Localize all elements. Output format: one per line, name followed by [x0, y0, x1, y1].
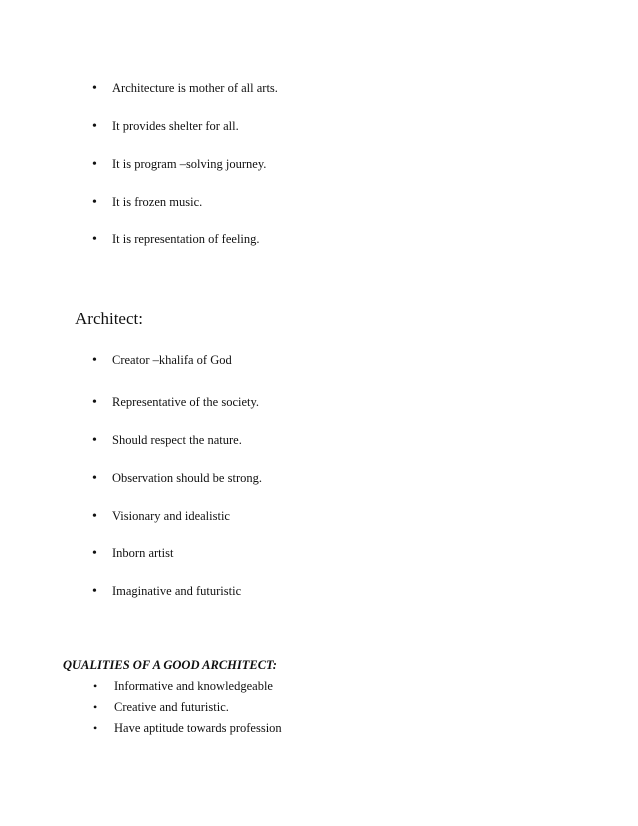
list-item-text: Representative of the society. [112, 395, 260, 409]
list-item-text: Observation should be strong. [112, 471, 262, 485]
bullet-icon: • [92, 81, 97, 96]
list-item [93, 678, 273, 694]
bullet-icon: • [92, 471, 97, 486]
bullet-icon: • [92, 157, 97, 172]
list-item [92, 545, 173, 562]
list-item-text: Creative and futuristic. [114, 700, 229, 714]
list-item-text: Inborn artist [112, 546, 174, 560]
list-item [93, 720, 282, 736]
list-item-text: Informative and knowledgeable [114, 679, 273, 693]
bullet-icon: • [92, 433, 97, 448]
list-item-text: Visionary and idealistic [112, 509, 230, 523]
bullet-icon: • [92, 195, 97, 210]
list-item [92, 583, 241, 600]
list-item-text: Imaginative and futuristic [112, 584, 242, 598]
list-item [93, 699, 229, 715]
list-item [92, 156, 266, 173]
list-item [92, 194, 202, 211]
bullet-icon: • [93, 721, 98, 735]
bullet-icon: • [92, 584, 97, 599]
list-item-text: Architecture is mother of all arts. [112, 81, 278, 95]
bullet-icon: • [92, 353, 97, 368]
list-item-text: Creator –khalifa of God [112, 353, 232, 367]
list-item-text: It is frozen music. [112, 195, 203, 209]
list-item-text: It is program –solving journey. [112, 157, 267, 171]
list-item [92, 470, 262, 487]
bullet-icon: • [92, 546, 97, 561]
list-item [92, 352, 232, 369]
list-item-text: Have aptitude towards profession [114, 721, 282, 735]
bullet-icon: • [93, 700, 98, 714]
bullet-icon: • [93, 679, 98, 693]
list-item [92, 80, 278, 97]
qualities-heading: QUALITIES OF A GOOD ARCHITECT: [63, 658, 277, 672]
bullet-icon: • [92, 232, 97, 247]
list-item [92, 508, 230, 525]
list-item-text: Should respect the nature. [112, 433, 242, 447]
list-item [92, 231, 260, 248]
bullet-icon: • [92, 395, 97, 410]
bullet-icon: • [92, 119, 97, 134]
list-item-text: It is representation of feeling. [112, 232, 260, 246]
list-item [92, 394, 259, 411]
bullet-icon: • [92, 509, 97, 524]
list-item [92, 432, 242, 449]
list-item-text: It provides shelter for all. [112, 119, 239, 133]
list-item [92, 118, 239, 135]
architect-heading: Architect: [75, 309, 143, 328]
